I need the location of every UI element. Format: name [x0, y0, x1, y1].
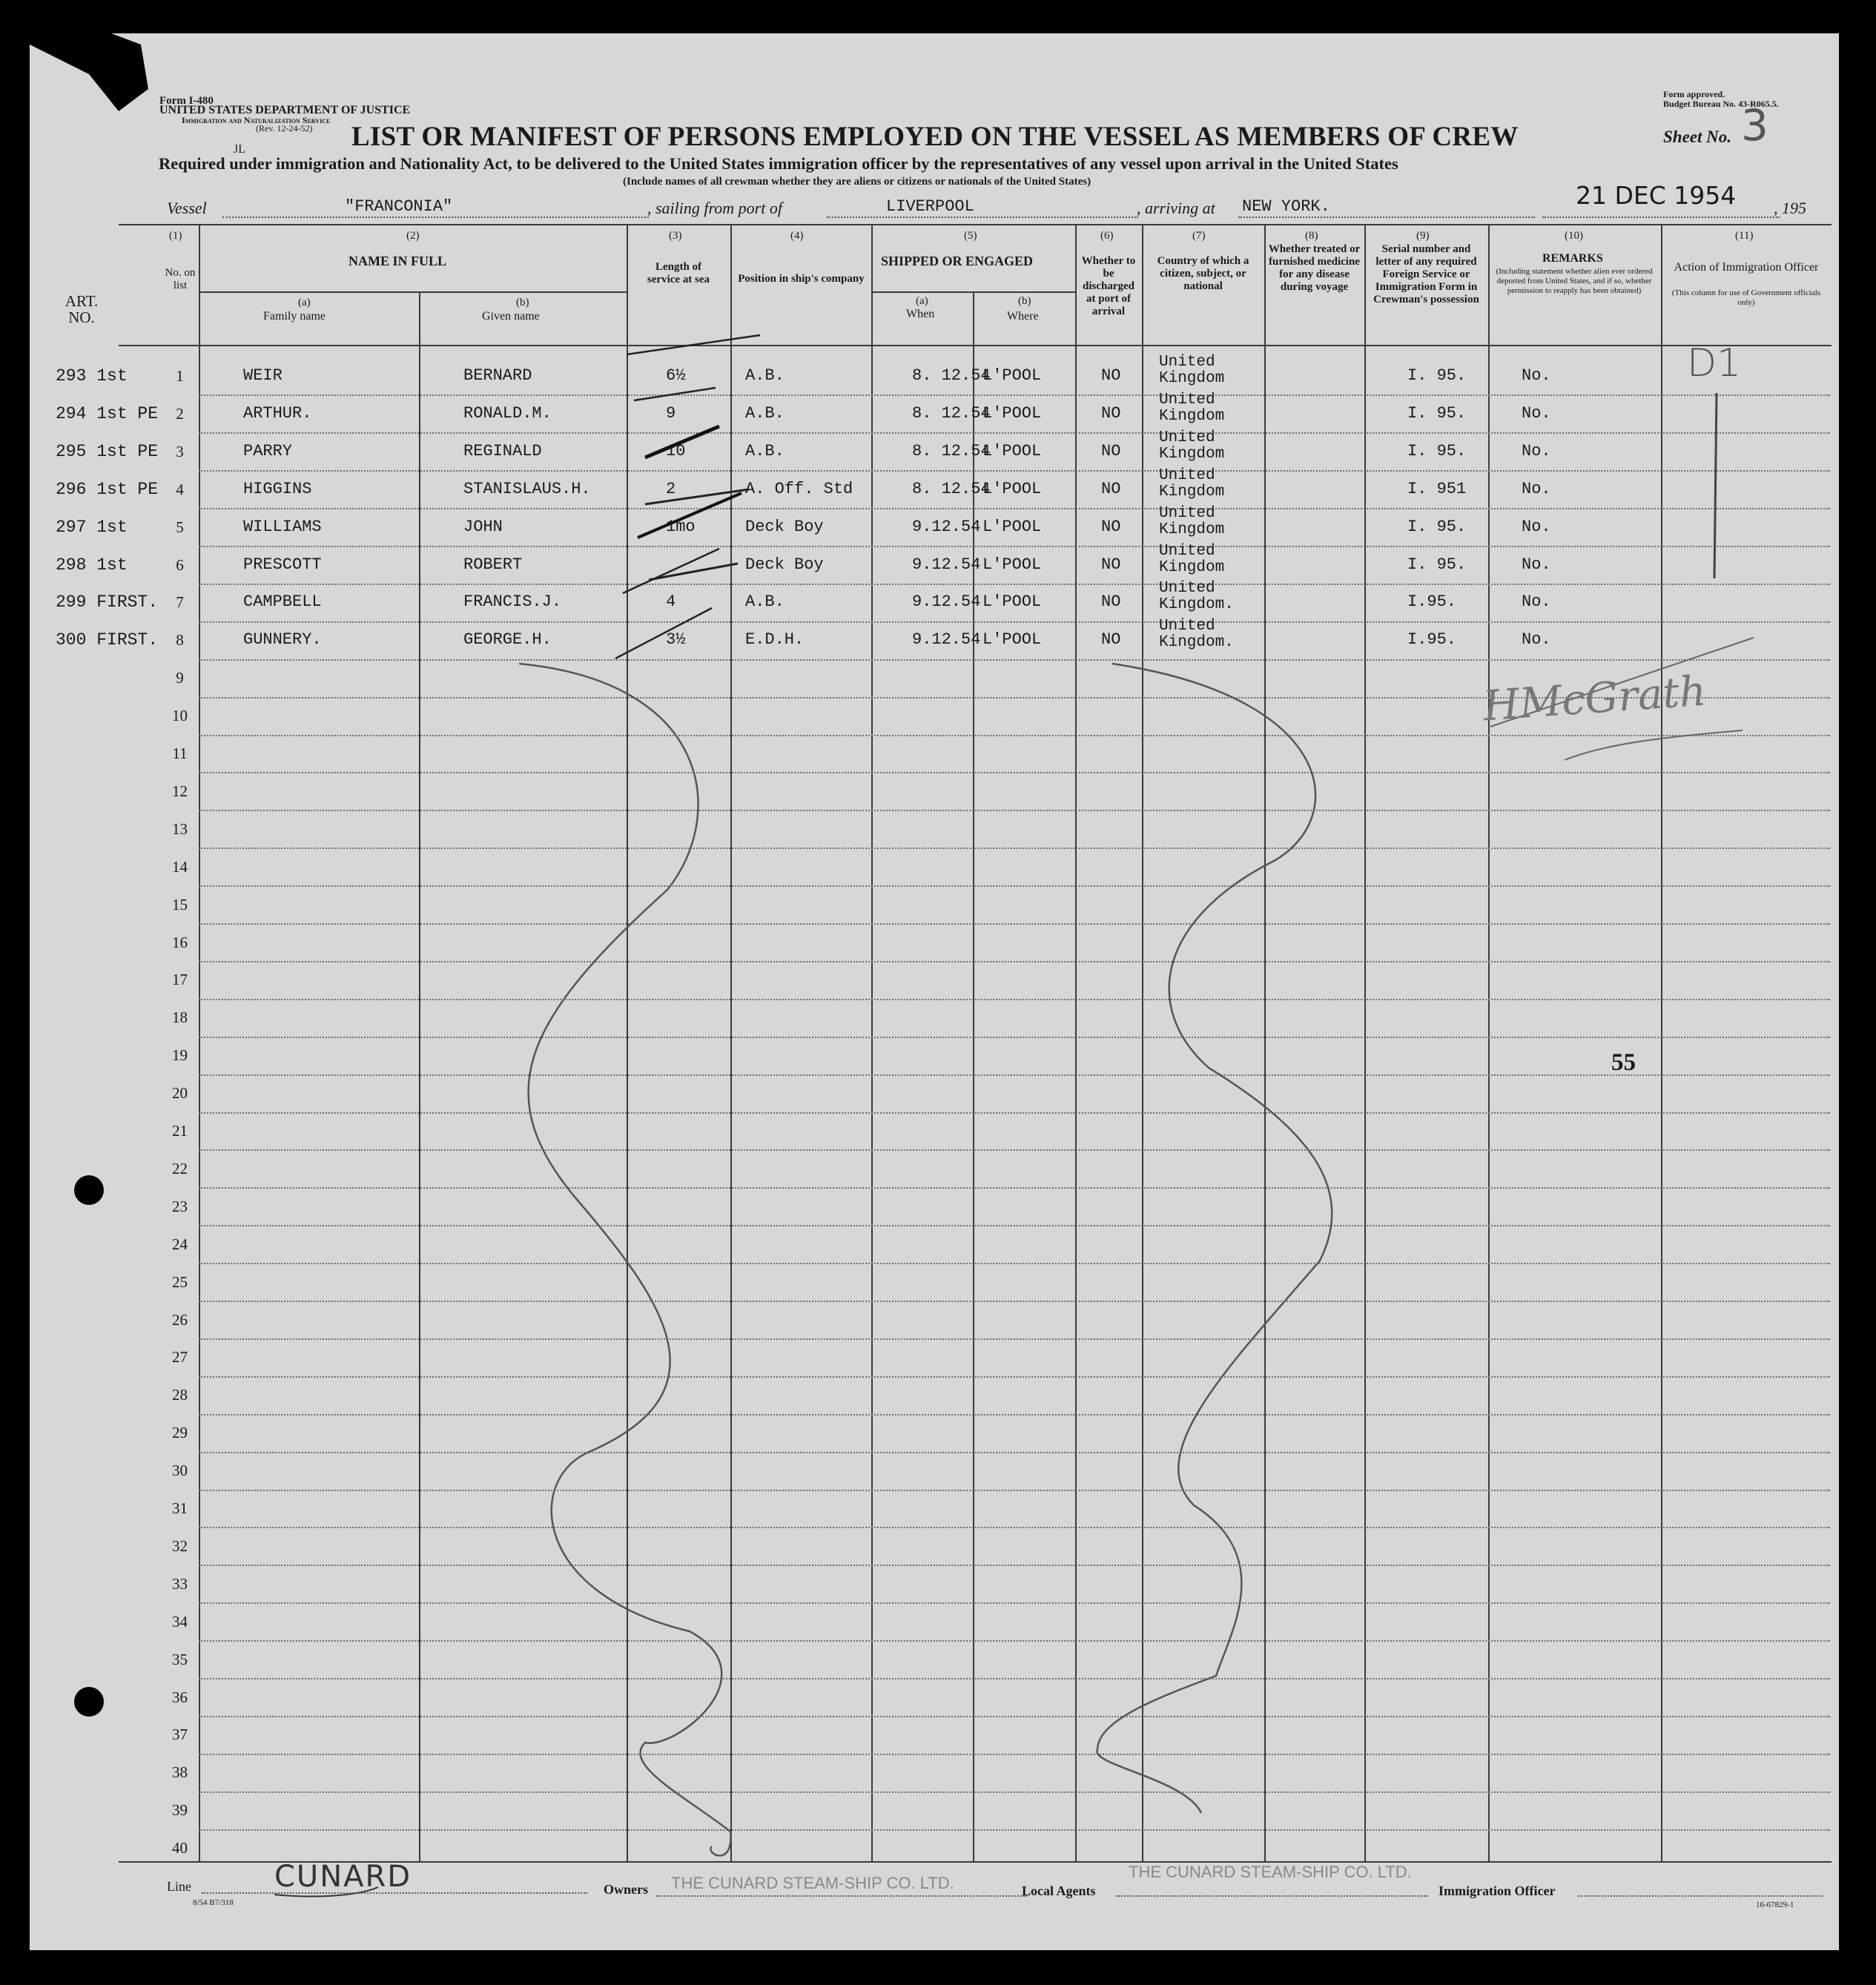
column-divider	[1661, 224, 1662, 1861]
family-name: PARRY	[243, 441, 293, 460]
row-divider	[199, 848, 1830, 849]
to-be-discharged: NO	[1101, 441, 1121, 460]
shipped-where: L'POOL	[982, 479, 1042, 498]
column-number: (9)	[1416, 230, 1430, 242]
medicine-header: Whether treated or furnished medicine for any disease during voyage	[1268, 243, 1361, 293]
column-number: (11)	[1735, 230, 1754, 242]
position: A.B.	[745, 441, 785, 460]
length-of-service: 2	[666, 479, 676, 498]
row-number: 25	[172, 1272, 188, 1291]
row-divider	[199, 772, 1830, 773]
when-header: When	[906, 308, 935, 320]
row-divider	[199, 546, 1830, 547]
row-divider	[199, 394, 1830, 396]
line-value: CUNARD	[274, 1860, 412, 1894]
row-divider	[199, 1112, 1830, 1114]
name-subheader-line	[200, 291, 627, 293]
action-header: Action of Immigration Officer	[1674, 261, 1819, 274]
country: United Kingdom	[1159, 429, 1225, 463]
column-divider	[1075, 224, 1077, 1861]
row-divider	[199, 470, 1830, 472]
port-underline	[827, 217, 1138, 218]
row-number: 26	[172, 1310, 188, 1329]
column-number: (2)	[406, 230, 420, 242]
shipped-when: 8. 12.54	[912, 403, 991, 423]
where-header: Where	[1007, 310, 1039, 323]
form-title: LIST OR MANIFEST OF PERSONS EMPLOYED ON THE VESSEL AS MEMBERS OF CREW	[351, 122, 1519, 152]
print-code: 8/54 B7/318	[193, 1898, 234, 1907]
row-number: 15	[172, 895, 188, 914]
officer-underline	[1578, 1895, 1823, 1897]
officer-signature: HMcGrath	[1482, 667, 1708, 731]
arriving-port: NEW YORK.	[1242, 197, 1330, 216]
country: United Kingdom.	[1159, 618, 1234, 652]
owners-value: THE CUNARD STEAM-SHIP CO. LTD.	[671, 1874, 954, 1892]
remarks: No.	[1522, 630, 1551, 650]
shipped-where: L'POOL	[982, 441, 1042, 460]
given-name: RONALD.M.	[463, 403, 552, 423]
row-divider	[199, 735, 1830, 736]
serial-number: I. 95.	[1407, 403, 1467, 423]
column-divider	[730, 224, 732, 1861]
position: A.B.	[745, 366, 785, 385]
shipped-where: L'POOL	[982, 403, 1042, 423]
family-name: PRESCOTT	[243, 555, 322, 574]
column-divider	[627, 224, 628, 1861]
given-name: REGINALD	[463, 441, 542, 460]
serial-number: I.95.	[1407, 630, 1457, 650]
service: Immigration and Naturalization Service	[182, 115, 331, 125]
row-divider	[199, 1602, 1830, 1604]
row-number: 5	[176, 518, 184, 536]
row-divider	[199, 1754, 1830, 1755]
art-number: 295 1st PE	[56, 441, 159, 461]
remarks-note: (Including statement whether alien ever ordered deported from United States, and if so, whether permission to reapply has been obtained)	[1496, 267, 1653, 295]
approval: Form approved.	[1663, 89, 1725, 99]
column-number: (1)	[169, 230, 182, 242]
row-divider	[199, 1037, 1830, 1038]
form-note: (Include names of all crewman whether they are aliens or citizens or nationals of the United States)	[623, 176, 1091, 188]
family-subheader-letter: (a)	[298, 297, 311, 308]
row-divider	[199, 1301, 1830, 1302]
length-of-service: 6½	[666, 366, 686, 385]
owners-label: Owners	[604, 1882, 648, 1897]
country: United Kingdom	[1159, 542, 1225, 576]
shipped-when: 8. 12.54	[912, 366, 991, 385]
row-number: 13	[172, 819, 188, 838]
given-name: JOHN	[463, 517, 503, 536]
length-of-service: 1mo	[666, 517, 696, 536]
row-number: 39	[172, 1801, 188, 1820]
art-number: 300 FIRST.	[56, 630, 159, 650]
action-mark: D1	[1687, 341, 1742, 386]
family-name: GUNNERY.	[243, 630, 322, 650]
remarks: No.	[1522, 555, 1551, 574]
row-divider	[199, 1074, 1830, 1076]
art-number: 298 1st	[56, 555, 128, 575]
family-name: WEIR	[243, 366, 283, 385]
serial-number: I. 95.	[1407, 366, 1467, 385]
column-number: (7)	[1192, 230, 1206, 242]
remarks: No.	[1522, 366, 1551, 385]
serial-number: I. 95.	[1407, 517, 1467, 536]
shipped-subheader-line	[873, 291, 1075, 293]
given-name: FRANCIS.J.	[463, 592, 562, 612]
line-label: Line	[167, 1879, 191, 1894]
column-divider	[1364, 224, 1366, 1861]
revision: (Rev. 12-24-52)	[256, 123, 313, 133]
shipped-where: L'POOL	[982, 592, 1042, 612]
department: UNITED STATES DEPARTMENT OF JUSTICE	[159, 104, 411, 116]
row-number: 12	[172, 782, 188, 800]
given-name: BERNARD	[463, 366, 532, 385]
name-in-full-header: NAME IN FULL	[349, 254, 447, 268]
remarks: No.	[1522, 592, 1551, 612]
row-number: 34	[172, 1612, 188, 1631]
form-code: 16-67829-1	[1756, 1900, 1794, 1909]
row-number: 14	[172, 857, 188, 876]
row-divider	[199, 1338, 1830, 1340]
date-underline	[1542, 217, 1780, 218]
shipped-when: 9.12.54	[912, 630, 981, 650]
row-number: 9	[176, 669, 184, 687]
serial-number: I. 951	[1407, 479, 1467, 498]
country: United Kingdom	[1159, 504, 1225, 538]
sailing-port: LIVERPOOL	[886, 197, 974, 216]
row-number: 2	[176, 404, 184, 423]
row-number: 38	[172, 1763, 188, 1782]
position: E.D.H.	[745, 630, 805, 650]
row-number: 22	[172, 1159, 188, 1178]
given-name: ROBERT	[463, 555, 523, 574]
initials: JL	[234, 143, 245, 156]
serial-number: I. 95.	[1407, 441, 1467, 460]
row-number: 31	[172, 1499, 188, 1517]
country: United Kingdom.	[1159, 580, 1234, 614]
column-number: (3)	[669, 230, 682, 242]
row-divider	[199, 1414, 1830, 1416]
serial-number: I.95.	[1407, 592, 1457, 612]
punch-hole	[74, 1687, 104, 1717]
given-name: STANISLAUS.H.	[463, 479, 591, 498]
art-number: 293 1st	[56, 366, 128, 386]
to-be-discharged: NO	[1101, 366, 1121, 385]
length-of-service: 4	[666, 592, 676, 612]
row-number: 33	[172, 1574, 188, 1593]
row-divider	[199, 961, 1830, 962]
row-number: 10	[172, 707, 188, 725]
column-number: (5)	[964, 230, 977, 242]
shipped-when: 9.12.54	[912, 517, 981, 536]
country: United Kingdom	[1159, 466, 1225, 501]
remarks: No.	[1522, 517, 1551, 536]
row-divider	[199, 923, 1830, 925]
column-divider	[1264, 224, 1266, 1861]
family-name: WILLIAMS	[243, 517, 322, 536]
row-divider	[199, 1490, 1830, 1491]
column-divider	[871, 224, 873, 1861]
row-divider	[199, 1225, 1830, 1226]
header-bottom-border	[119, 345, 1832, 346]
row-number: 19	[172, 1046, 188, 1065]
row-number: 16	[172, 933, 188, 951]
country: United Kingdom	[1159, 391, 1225, 425]
row-divider	[199, 621, 1830, 623]
shipped-when: 8. 12.54	[912, 441, 991, 460]
country: United Kingdom	[1159, 354, 1225, 387]
row-number: 7	[176, 593, 184, 612]
column-divider	[1142, 224, 1143, 1861]
row-number: 6	[176, 555, 184, 574]
where-subheader-letter: (b)	[1018, 295, 1031, 307]
action-note: (This column for use of Government officials only)	[1671, 288, 1821, 307]
punch-hole	[74, 1175, 104, 1205]
row-divider	[199, 508, 1830, 509]
discharged-header: Whether to be discharged at port of arrival	[1081, 255, 1136, 317]
to-be-discharged: NO	[1101, 517, 1121, 536]
shipped-when: 9.12.54	[912, 592, 981, 612]
to-be-discharged: NO	[1101, 630, 1121, 650]
row-number: 36	[172, 1688, 188, 1706]
row-divider	[199, 432, 1830, 434]
given-name-header: Given name	[482, 310, 540, 323]
row-number: 40	[172, 1839, 188, 1857]
position-header: Position in ship's company	[738, 273, 865, 285]
given-name: GEORGE.H.	[463, 630, 552, 650]
sheet-label: Sheet No.	[1663, 128, 1731, 146]
to-be-discharged: NO	[1101, 555, 1121, 574]
row-number: 24	[172, 1235, 188, 1253]
remarks: No.	[1522, 403, 1551, 423]
row-divider	[199, 810, 1830, 811]
art-number: 294 1st PE	[56, 403, 159, 423]
serial-header: Serial number and letter of any required Foreign Service or Immigration Form in Crewman's possession	[1373, 243, 1479, 305]
row-number: 4	[176, 480, 184, 498]
shipped-where: L'POOL	[982, 517, 1042, 536]
form-subtitle: Required under immigration and Nationality Act, to be delivered to the United States immigration officer by the representatives of any vessel upon arrival in the United States	[159, 154, 1398, 173]
given-subheader-letter: (b)	[516, 297, 529, 308]
shipped-header: SHIPPED OR ENGAGED	[881, 254, 1034, 268]
position: Deck Boy	[745, 517, 824, 536]
when-subheader-letter: (a)	[916, 295, 928, 307]
local-agents-value: THE CUNARD STEAM-SHIP CO. LTD.	[1129, 1863, 1412, 1881]
row-divider	[199, 1640, 1830, 1642]
row-divider	[199, 1829, 1830, 1831]
row-number: 18	[172, 1008, 188, 1027]
row-divider	[199, 1527, 1830, 1528]
table-top-border	[119, 224, 1832, 225]
budget-bureau: Budget Bureau No. 43-R065.5.	[1663, 99, 1779, 109]
to-be-discharged: NO	[1101, 592, 1121, 612]
row-number: 8	[176, 631, 184, 650]
page-count: 55	[1611, 1049, 1636, 1076]
remarks: No.	[1522, 479, 1551, 498]
no-on-list-header: No. on list	[165, 267, 196, 291]
position: A. Off. Std	[745, 479, 853, 498]
row-number: 3	[176, 442, 184, 460]
country-header: Country of which a citizen, subject, or national	[1157, 255, 1249, 292]
vessel-label: Vessel	[167, 199, 207, 217]
family-name: HIGGINS	[243, 479, 312, 498]
shipped-when: 9.12.54	[912, 555, 981, 574]
row-number: 35	[172, 1650, 188, 1668]
row-number: 28	[172, 1386, 188, 1404]
column-number: (4)	[790, 230, 804, 242]
family-name-header: Family name	[263, 310, 326, 323]
family-name: CAMPBELL	[243, 592, 322, 612]
row-divider	[199, 1149, 1830, 1151]
position: Deck Boy	[745, 555, 824, 574]
row-divider	[199, 1565, 1830, 1566]
shipped-where: L'POOL	[982, 630, 1042, 650]
position: A.B.	[745, 592, 785, 612]
length-of-service: 9	[666, 403, 676, 423]
immigration-officer-label: Immigration Officer	[1439, 1883, 1556, 1898]
local-agents-label: Local Agents	[1022, 1883, 1096, 1898]
row-number: 11	[172, 744, 188, 762]
vessel-name: "FRANCONIA"	[345, 197, 453, 216]
row-number: 17	[172, 971, 188, 989]
art-number: 297 1st	[56, 517, 128, 537]
year-suffix: , 195	[1774, 199, 1806, 217]
row-number: 23	[172, 1197, 188, 1215]
date-stamp: 21 DEC 1954	[1576, 181, 1737, 210]
row-divider	[199, 659, 1830, 661]
owners-underline	[656, 1895, 1027, 1897]
to-be-discharged: NO	[1101, 403, 1121, 423]
row-divider	[199, 1678, 1830, 1680]
shipped-where: L'POOL	[982, 555, 1042, 574]
arriving-label: , arriving at	[1137, 199, 1215, 217]
shipped-when: 8. 12.54	[912, 479, 991, 498]
row-number: 37	[172, 1725, 188, 1744]
vessel-underline	[222, 217, 649, 218]
length-of-service: 10	[666, 441, 686, 460]
serial-number: I. 95.	[1407, 555, 1467, 574]
remarks: No.	[1522, 441, 1551, 460]
sailing-label: , sailing from port of	[647, 199, 782, 217]
shipped-where: L'POOL	[982, 366, 1042, 385]
column-divider	[1488, 224, 1490, 1861]
art-number: 299 FIRST.	[56, 592, 159, 612]
art-no-header: ART. NO.	[65, 292, 99, 326]
length-header: Length of service at sea	[647, 261, 710, 285]
row-number: 27	[172, 1348, 188, 1367]
row-number: 30	[172, 1461, 188, 1480]
sheet-number: 3	[1741, 100, 1768, 151]
length-of-service: 3½	[666, 630, 686, 650]
row-number: 1	[176, 367, 184, 385]
row-divider	[199, 885, 1830, 887]
row-number: 20	[172, 1084, 188, 1103]
column-number: (6)	[1100, 230, 1114, 242]
row-divider	[199, 584, 1830, 585]
column-number: (8)	[1305, 230, 1318, 242]
row-divider	[199, 1452, 1830, 1453]
row-divider	[199, 1263, 1830, 1264]
art-number: 296 1st PE	[56, 479, 159, 499]
row-divider	[199, 1187, 1830, 1189]
position: A.B.	[745, 403, 785, 423]
row-number: 32	[172, 1536, 188, 1555]
row-divider	[199, 1716, 1830, 1717]
family-name: ARTHUR.	[243, 403, 312, 423]
row-number: 29	[172, 1424, 188, 1442]
row-number: 21	[172, 1122, 188, 1140]
remarks-header: REMARKS	[1542, 252, 1603, 265]
to-be-discharged: NO	[1101, 479, 1121, 498]
arriving-underline	[1238, 217, 1535, 218]
row-divider	[199, 999, 1830, 1000]
row-divider	[199, 1376, 1830, 1378]
row-divider	[199, 1791, 1830, 1793]
column-divider	[419, 293, 420, 1861]
form-id: Form I-480	[159, 95, 214, 107]
agents-underline	[1116, 1895, 1427, 1897]
column-number: (10)	[1565, 230, 1583, 242]
